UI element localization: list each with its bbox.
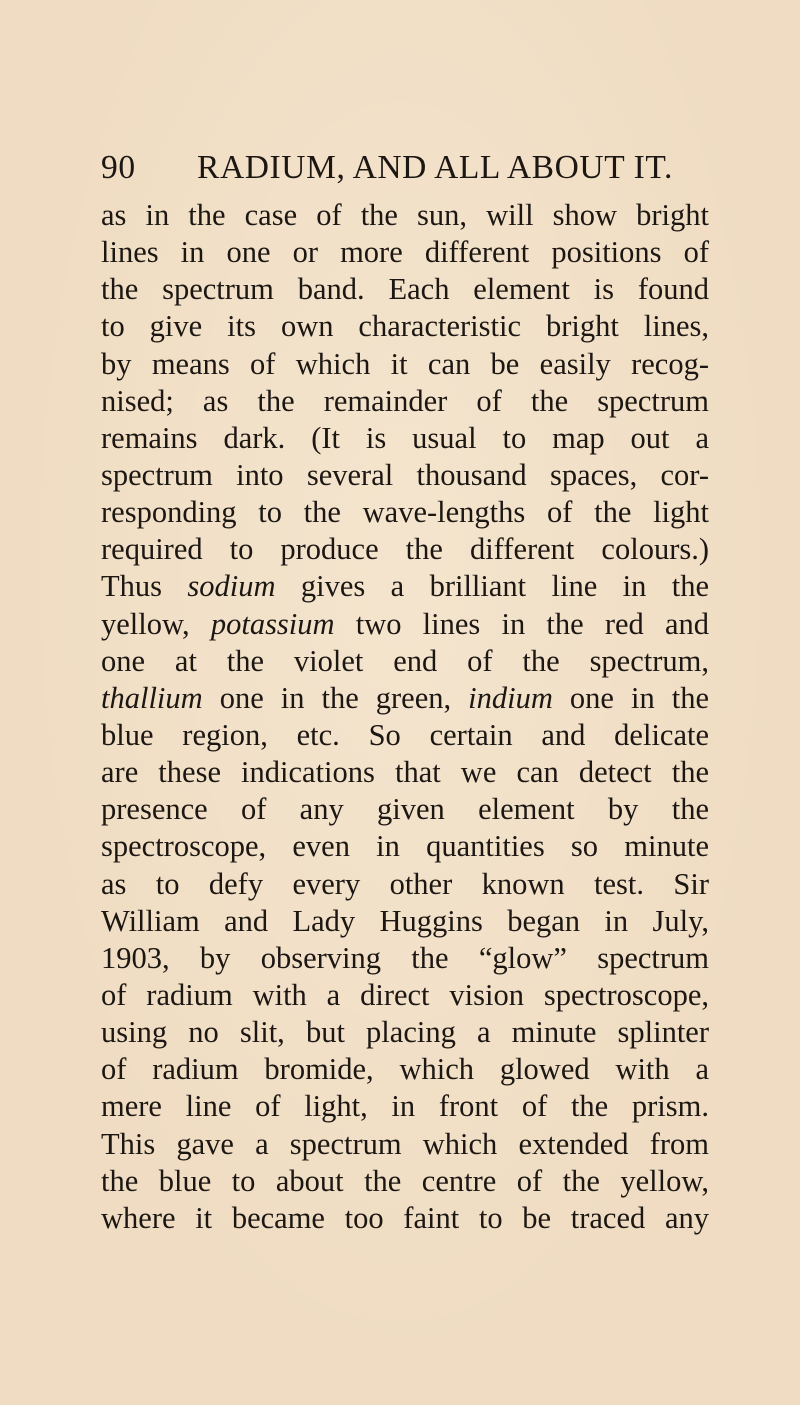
text-line: the blue to about the centre of the yellow,	[101, 1163, 709, 1198]
page-number: 90	[101, 149, 136, 186]
body-text	[101, 197, 709, 1237]
text-line: required to produce the different colours.)	[101, 532, 709, 567]
text-line: lines in one or more different positions of	[101, 235, 709, 270]
italic-term: sodium	[187, 569, 276, 604]
text-line: are these indications that we can detect the	[101, 755, 709, 790]
text-line: remains dark. (It is usual to map out a	[101, 420, 709, 455]
text-line: of radium bromide, which glowed with a	[101, 1052, 709, 1087]
text-line: using no slit, but placing a minute splinter	[101, 1015, 709, 1050]
italic-term: thallium	[101, 680, 203, 715]
text-line: spectroscope, even in quantities so minute	[101, 829, 709, 864]
running-title: RADIUM, AND ALL ABOUT IT.	[197, 149, 673, 186]
text-line: 1903, by observing the “glow” spectrum	[101, 940, 709, 975]
text-line: of radium with a direct vision spectroscope,	[101, 977, 709, 1012]
italic-term: potassium	[210, 606, 335, 641]
text-line: responding to the wave-lengths of the light	[101, 495, 709, 530]
text-line: presence of any given element by the	[101, 792, 709, 827]
text-line: yellow, potassium two lines in the red and	[101, 606, 709, 641]
text-line: where it became too faint to be traced any	[101, 1200, 709, 1235]
text-line: as in the case of the sun, will show bright	[101, 198, 709, 232]
italic-term: indium	[468, 680, 553, 715]
running-head	[101, 148, 701, 188]
text-line: by means of which it can be easily recog-	[101, 346, 709, 381]
text-line: mere line of light, in front of the prism.	[101, 1089, 709, 1124]
text-line: This gave a spectrum which extended from	[101, 1126, 709, 1161]
text-line: to give its own characteristic bright lines,	[101, 309, 709, 344]
text-line: nised; as the remainder of the spectrum	[101, 383, 709, 418]
text-line: Thus sodium gives a brilliant line in the	[101, 569, 710, 604]
text-line: blue region, etc. So certain and delicate	[101, 717, 709, 752]
text-line: one at the violet end of the spectrum,	[101, 643, 709, 678]
text-line: the spectrum band. Each element is found	[101, 272, 709, 307]
text-line: spectrum into several thousand spaces, cor-	[101, 457, 709, 492]
text-line: William and Lady Huggins began in July,	[101, 903, 709, 938]
text-line: thallium one in the green, indium one in the	[101, 680, 709, 715]
text-line: as to defy every other known test. Sir	[101, 866, 709, 901]
